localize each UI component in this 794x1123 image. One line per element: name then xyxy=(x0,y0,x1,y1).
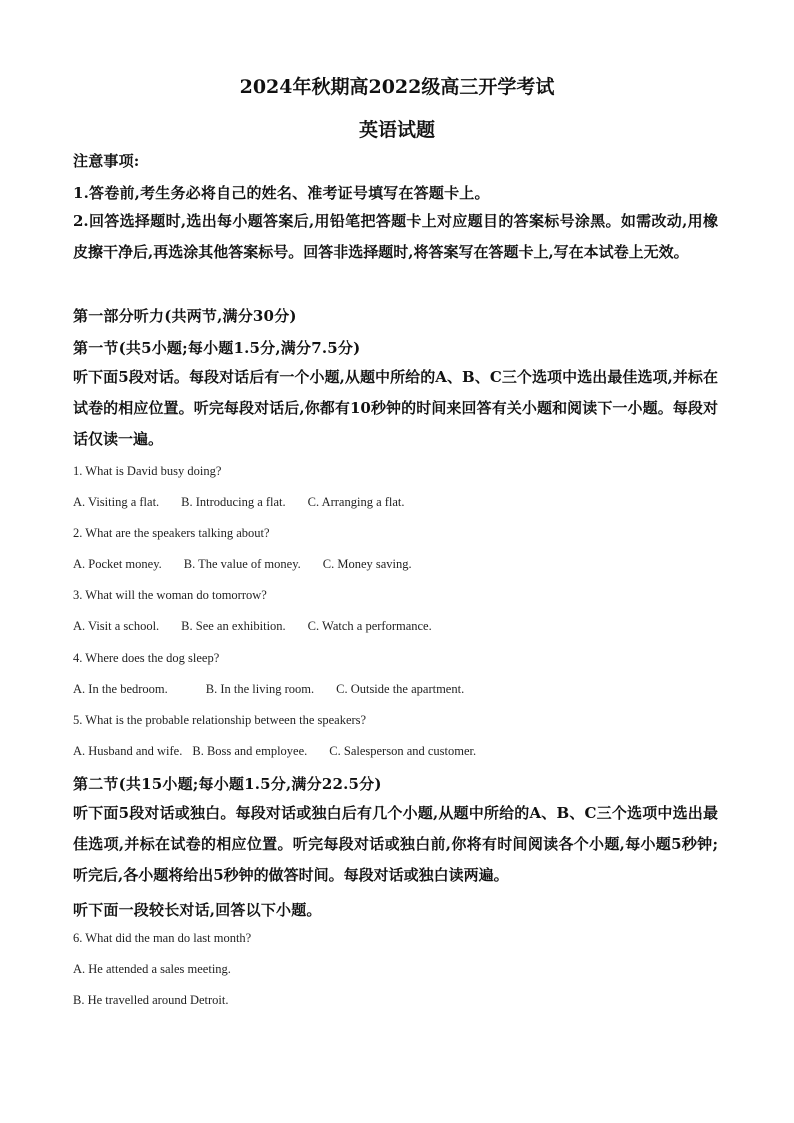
page-title: 2024年秋期高2022级高三开学考试 xyxy=(239,76,555,98)
section2-heading: 第二节(共15小题;每小题1.5分,满分22.5分) xyxy=(73,775,382,793)
option-b: B. In the living room. xyxy=(205,682,315,696)
section1-heading: 第一节(共5小题;每小题1.5分,满分7.5分) xyxy=(73,339,361,357)
question-4-options xyxy=(73,682,486,697)
option-b: B. Boss and employee. xyxy=(192,744,308,758)
question-6-option-b: B. He travelled around Detroit. xyxy=(73,993,229,1007)
section2-lead: 听下面一段较长对话,回答以下小题。 xyxy=(73,901,322,919)
question-6-option-a: A. He attended a sales meeting. xyxy=(73,962,231,976)
question-1: 1. What is David busy doing? xyxy=(73,464,222,478)
question-2-options xyxy=(73,557,434,572)
option-c: C. Outside the apartment. xyxy=(336,682,465,696)
option-c: C. Money saving. xyxy=(322,557,412,571)
notice-item-1: 1.答卷前,考生务必将自己的姓名、准考证号填写在答题卡上。 xyxy=(73,184,490,202)
section2-instructions: 听下面5段对话或独白。每段对话或独白后有几个小题,从题中所给的A、B、C三个选项中选出最佳选项,并标在试卷的相应位置。听完每段对话或独白前,你将有时间阅读各个小题,每小题5秒钟;听完后,各小题将给出5秒钟的做答时间。每段对话或独白读两遍。 xyxy=(73,804,718,884)
section1-instructions: 听下面5段对话。每段对话后有一个小题,从题中所给的A、B、C三个选项中选出最佳选项,并标在试卷的相应位置。听完每段对话后,你都有10秒钟的时间来回答有关小题和阅读下一小题。每段对话仅读一遍。 xyxy=(73,368,718,448)
notice-heading: 注意事项: xyxy=(73,152,140,170)
option-a: A. Visit a school. xyxy=(73,619,160,633)
part1-heading: 第一部分听力(共两节,满分30分) xyxy=(73,307,297,325)
notice-item-2: 2.回答选择题时,选出每小题答案后,用铅笔把答题卡上对应题目的答案标号涂黑。如需改动,用橡皮擦干净后,再选涂其他答案标号。回答非选择题时,将答案写在答题卡上,写在本试卷上无效。 xyxy=(73,212,718,261)
page-subtitle: 英语试题 xyxy=(358,119,435,141)
question-3-options xyxy=(73,619,454,634)
question-1-options xyxy=(73,495,427,510)
option-a: A. Visiting a flat. xyxy=(73,495,160,509)
question-5-options xyxy=(73,744,498,759)
question-5: 5. What is the probable relationship between the speakers? xyxy=(73,713,367,727)
question-2: 2. What are the speakers talking about? xyxy=(73,526,270,540)
question-3: 3. What will the woman do tomorrow? xyxy=(73,588,267,602)
option-b: B. Introducing a flat. xyxy=(181,495,286,509)
question-4: 4. Where does the dog sleep? xyxy=(73,651,220,665)
option-a: A. In the bedroom. xyxy=(73,682,168,696)
question-6: 6. What did the man do last month? xyxy=(73,931,252,945)
option-b: B. The value of money. xyxy=(183,557,301,571)
option-a: A. Pocket money. xyxy=(73,557,162,571)
option-b: B. See an exhibition. xyxy=(181,619,286,633)
option-c: C. Watch a performance. xyxy=(307,619,432,633)
option-c: C. Arranging a flat. xyxy=(307,495,405,509)
option-c: C. Salesperson and customer. xyxy=(329,744,477,758)
option-a: A. Husband and wife. xyxy=(73,744,183,758)
